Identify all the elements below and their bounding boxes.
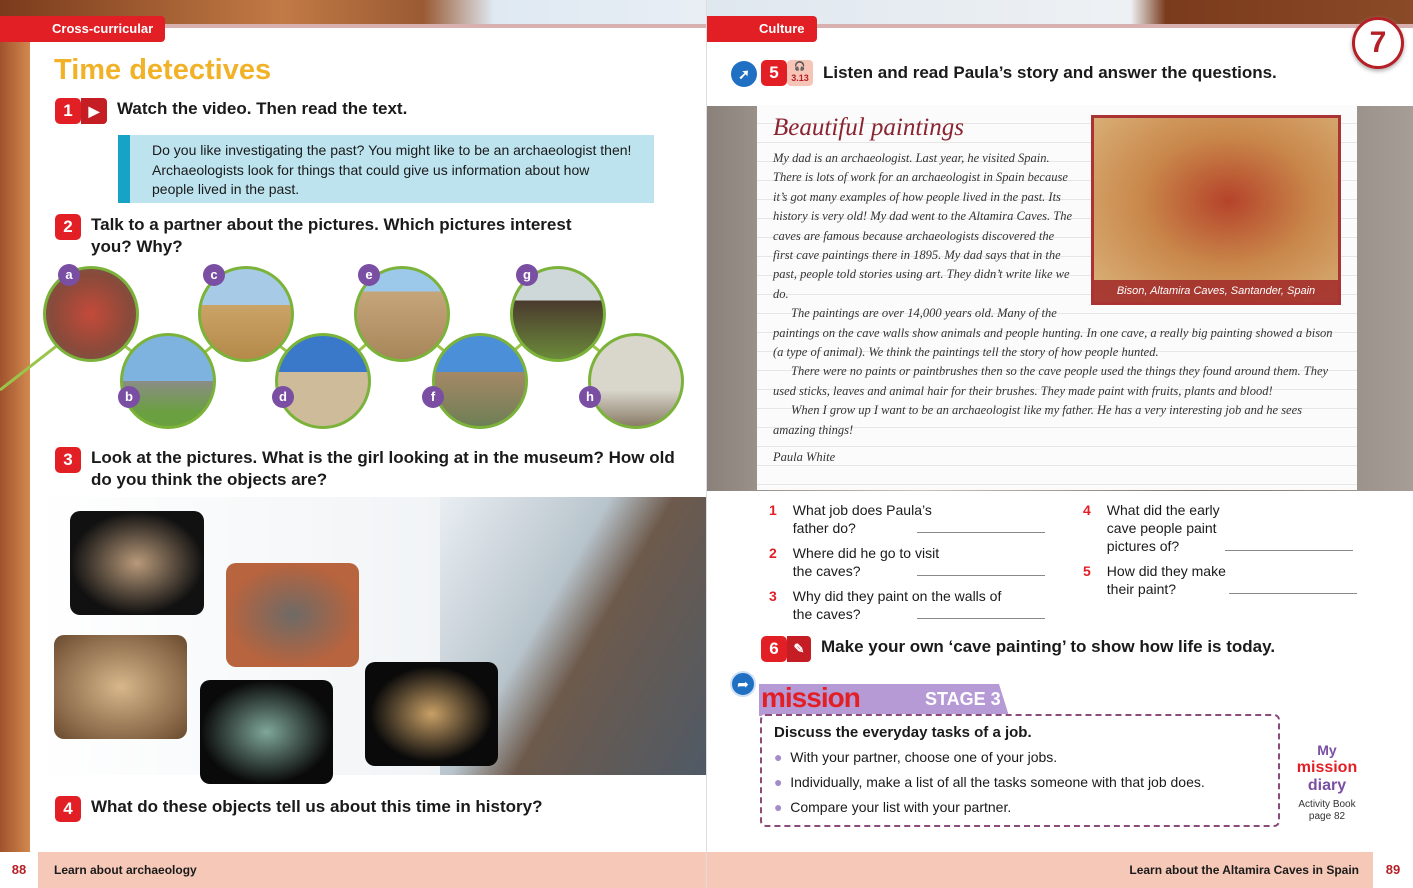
task-6 [761, 636, 1275, 662]
story-p3: There were no paints or paintbrushes then so the cave people used the things they found around them. They used sticks, leaves and animal hair for their brushes. They made paint with fruits, plants and blood! [773, 364, 1329, 398]
mission-box [760, 714, 1280, 827]
bullet-text: With your partner, choose one of your jobs. [790, 749, 1058, 765]
video-icon[interactable]: ▶ [81, 98, 107, 124]
story-p4: When I grow up I want to be an archaeologist like my father. He has a very interesting job and he sees amazing things! [773, 403, 1303, 437]
picture-label: g [516, 264, 538, 286]
task-text: Look at the pictures. What is the girl looking at in the museum? How old do you think the objects are? [91, 448, 675, 489]
audio-track: 3.13 [791, 73, 809, 83]
picture-a [43, 266, 139, 362]
story-title: Beautiful paintings [773, 114, 964, 141]
activity-book-ref: Activity Book [1298, 799, 1356, 810]
task-1 [55, 98, 407, 124]
bone-tools-photo [365, 662, 498, 766]
footer-text: Learn about archaeology [54, 863, 197, 877]
worksheet-icon: ✎ [787, 636, 811, 662]
picture-d [275, 333, 371, 429]
diary-mission: mission [1296, 759, 1358, 776]
mission-stage: STAGE 3 [925, 689, 1001, 709]
answer-line-4[interactable] [1225, 550, 1353, 551]
left-page [0, 0, 706, 888]
picture-label: f [422, 386, 444, 408]
diary-my: My [1317, 742, 1337, 758]
picture-b [120, 333, 216, 429]
section-tag: Culture [707, 16, 817, 42]
task-3 [55, 447, 675, 491]
answer-line-3[interactable] [917, 618, 1045, 619]
task-number: 2 [55, 214, 81, 240]
task-5 [731, 60, 1277, 86]
question-text: Why did they paint on the walls of the caves? [792, 588, 1002, 622]
page-number: 88 [0, 852, 38, 888]
page-title: Time detectives [54, 54, 272, 86]
mission-bullet: ● Compare your list with your partner. [774, 799, 1012, 815]
answer-line-1[interactable] [917, 532, 1045, 533]
task-text: What do these objects tell us about this time in history? [91, 797, 543, 816]
footer-text: Learn about the Altamira Caves in Spain [1129, 863, 1359, 877]
question-text: How did they make their paint? [1106, 563, 1226, 597]
task-number: 1 [55, 98, 81, 124]
bison-painting-photo [1091, 115, 1341, 305]
page-footer [707, 852, 1413, 888]
story-p2: The paintings are over 14,000 years old. Many of the paintings on the cave walls show animals and people hunting. In one cave, a really big painting showed a bison (a type of animal). We think the paintings tell the story of how people hunted. [773, 306, 1333, 360]
question-text: Where did he go to visit the caves? [792, 545, 940, 579]
task-text: Make your own ‘cave painting’ to show how life is today. [821, 637, 1276, 656]
pottery-photo [226, 563, 359, 667]
task-4 [55, 796, 543, 822]
task-number: 5 [761, 60, 787, 86]
question-number: 4 [1083, 502, 1091, 518]
task-number: 4 [55, 796, 81, 822]
story-p1: My dad is an archaeologist. Last year, he visited Spain. There is lots of work for an archaeologist in Spain because it’s got many examples of how people lived in the past. Its history is very old! My dad went to the Altamira Caves. The caves are famous because archaeologists discovered the first cave paintings there in 1895. My dad says that in the past, people told stories using art. They didn’t write like we do. [773, 151, 1073, 301]
stone-tools-photo [70, 511, 204, 615]
page-footer [0, 852, 706, 888]
question-number: 5 [1083, 563, 1091, 579]
bullet-text: Individually, make a list of all the tasks someone with that job does. [790, 774, 1205, 790]
section-tag: Cross-curricular [0, 16, 165, 42]
question-4 [1083, 501, 1243, 555]
picture-label: d [272, 386, 294, 408]
audio-icon[interactable]: 🎧 3.13 [787, 60, 813, 86]
story-signature: Paula White [773, 450, 836, 465]
answer-line-5[interactable] [1229, 593, 1357, 594]
cave-horse-photo [54, 635, 187, 739]
task-2 [55, 214, 615, 258]
question-number: 2 [769, 545, 777, 561]
question-5 [1083, 562, 1243, 598]
photo-caption: Bison, Altamira Caves, Santander, Spain [1094, 280, 1338, 302]
story-card [757, 105, 1357, 490]
mission-diary-logo [1287, 742, 1367, 823]
picture-label: h [579, 386, 601, 408]
bronze-axe-photo [200, 680, 333, 784]
mission-bullets [774, 745, 1266, 820]
right-page [706, 0, 1413, 888]
bullet-text: Compare your list with your partner. [790, 799, 1012, 815]
question-number: 1 [769, 502, 777, 518]
picture-f [432, 333, 528, 429]
share-arrow-icon[interactable]: ➦ [730, 671, 756, 697]
page-number: 89 [1373, 852, 1413, 888]
intro-box: Do you like investigating the past? You might like to be an archaeologist then! Archaeologists look for things that could give us information about how people lived in the past. [118, 135, 654, 203]
question-number: 3 [769, 588, 777, 604]
picture-label: a [58, 264, 80, 286]
unit-badge: 7 [1352, 17, 1404, 69]
cursor-icon[interactable]: ➚ [731, 61, 757, 87]
picture-h [588, 333, 684, 429]
answer-line-2[interactable] [917, 575, 1045, 576]
question-text: What did the early cave people paint pictures of? [1106, 502, 1220, 554]
picture-label: e [358, 264, 380, 286]
picture-label: b [118, 386, 140, 408]
task-text: Watch the video. Then read the text. [117, 99, 408, 118]
mission-bullet: ● With your partner, choose one of your jobs. [774, 749, 1058, 765]
task-number: 6 [761, 636, 787, 662]
task-text: Talk to a partner about the pictures. Which pictures interest you? Why? [91, 215, 572, 256]
mission-heading: Discuss the everyday tasks of a job. [774, 724, 1032, 741]
picture-label: c [203, 264, 225, 286]
mission-bullet: ● Individually, make a list of all the tasks someone with that job does. [774, 774, 1205, 790]
mission-logo: mission [761, 682, 860, 713]
activity-book-page: page 82 [1308, 811, 1346, 822]
diary-word: diary [1307, 777, 1347, 794]
task-number: 3 [55, 447, 81, 473]
task-text: Listen and read Paula’s story and answer the questions. [823, 63, 1277, 82]
question-text: What job does Paula’s father do? [792, 502, 932, 536]
